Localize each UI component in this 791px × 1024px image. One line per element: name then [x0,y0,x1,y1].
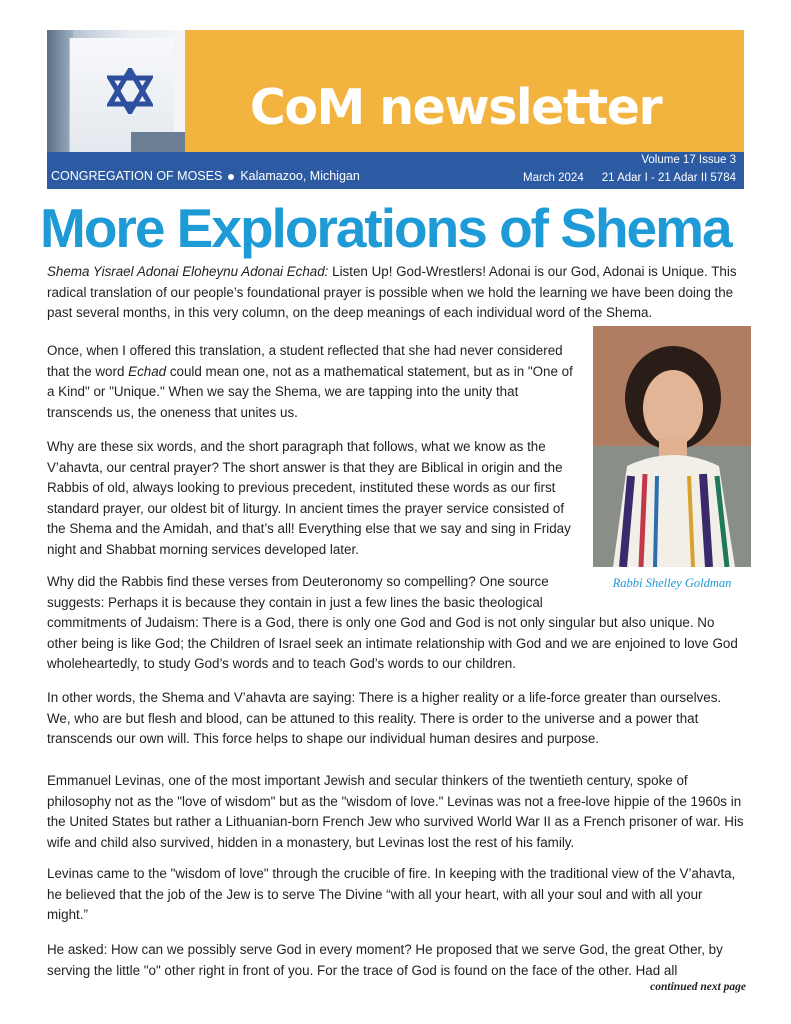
paragraph-text: Why did the Rabbis find these verses from Deuteronomy so compelling? One source suggests: Perhaps it is because they contain in just a few lines the basic theological commitments of Judaism: There is a God, there is only one God and God is not only singular but also unique. No other being is like God; the Children of Israel seek an intimate relationship with God and we are enjoined to love God wholeheartedly, to study God’s words and to teach God’s words to our children. [47,574,738,672]
volume-issue: Volume 17 Issue 3 [641,154,736,166]
organization-name: CONGREGATION OF MOSES [51,169,223,183]
bullet-icon [228,174,234,180]
issue-month: March 2024 [523,172,584,184]
paragraph-text: Once, when I offered this translation, a student reflected that she had never considered that the word [47,343,563,379]
location: Kalamazoo, Michigan [240,169,360,183]
portrait-caption: Rabbi Shelley Goldman [612,576,732,590]
masthead-info-band [47,152,744,189]
star-of-david-icon [107,68,153,114]
hebrew-date: 21 Adar I - 21 Adar II 5784 [601,172,736,184]
organization-line [51,169,360,183]
newsletter-title: CoM newsletter [249,79,662,136]
portrait-illustration [593,326,751,567]
article-paragraph-6: Emmanuel Levinas, one of the most important Jewish and secular thinkers of the twentieth century, spoke of philosophy not as the "love of wisdom" but as the "wisdom of love." Levinas was not a free-love hippie of the 1960s in the United States but rather a Lithuanian-born French Jew who survived World War II as a French prisoner of war. His wife and child also survived, hidden in a monastery, but Levinas lost the rest of his family. [47,773,744,850]
article-paragraph-8: He asked: How can we possibly serve God in every moment? He proposed that we serve God, the great Other, by serving the little "o" other right in front of you. For the trace of God is found on the face of the other. Had all [47,942,723,978]
paragraph-text: could mean one, not as a mathematical statement, but as in "One of a Kind" or "Unique." When we say the Shema, we are tapping into the unity that transcends us, the oneness that unites us. [47,363,573,420]
article-headline: More Explorations of Shema [40,197,731,259]
masthead [47,30,744,152]
article-paragraph-3: Why are these six words, and the short paragraph that follows, what we know as the V’ahavta, our central prayer? The short answer is that they are Biblical in origin and the Rabbis of old, always looking to previous precedent, instituted these words as our first standard prayer, our oldest bit of liturgy. In ancient times the prayer service consisted of the Shema and the Amidah, and that’s all! Everything else that we say and sing in Friday night and Shabbat morning services developed later. [47,439,571,557]
article-paragraph-4 [47,572,747,675]
issue-date [523,172,736,184]
paragraph-text: Listen Up! God-Wrestlers! Adonai is our God, Adonai is Unique. This radical translation of our people’s foundational prayer is possible when we hold the learning we have been doing the past several months, in this very column, on the deep meanings of each individual word of the Shema. [47,264,737,321]
caption-spacer [577,572,747,612]
rabbi-portrait [593,326,751,567]
article-paragraph-5: In other words, the Shema and V’ahavta are saying: There is a higher reality or a life-force greater than ourselves. We, who are but flesh and blood, can be attuned to this reality. There is order to the universe and a power that transcends our own will. This force helps to shape our individual human desires and purpose. [47,690,722,747]
article-paragraph-1 [47,262,747,324]
continued-next-page: continued next page [650,981,746,993]
article-paragraph-2 [47,341,580,423]
article-paragraph-7: Levinas came to the "wisdom of love" through the crucible of fire. In keeping with the traditional view of the V’ahavta, he believed that the job of the Jew is to serve The Divine “with all your heart, with all your soul and with all your might.” [47,866,736,923]
synagogue-photo [47,30,185,152]
echad-italic: Echad [128,363,167,379]
shema-italic: Shema Yisrael Adonai Eloheynu Adonai Echad: [47,264,329,279]
